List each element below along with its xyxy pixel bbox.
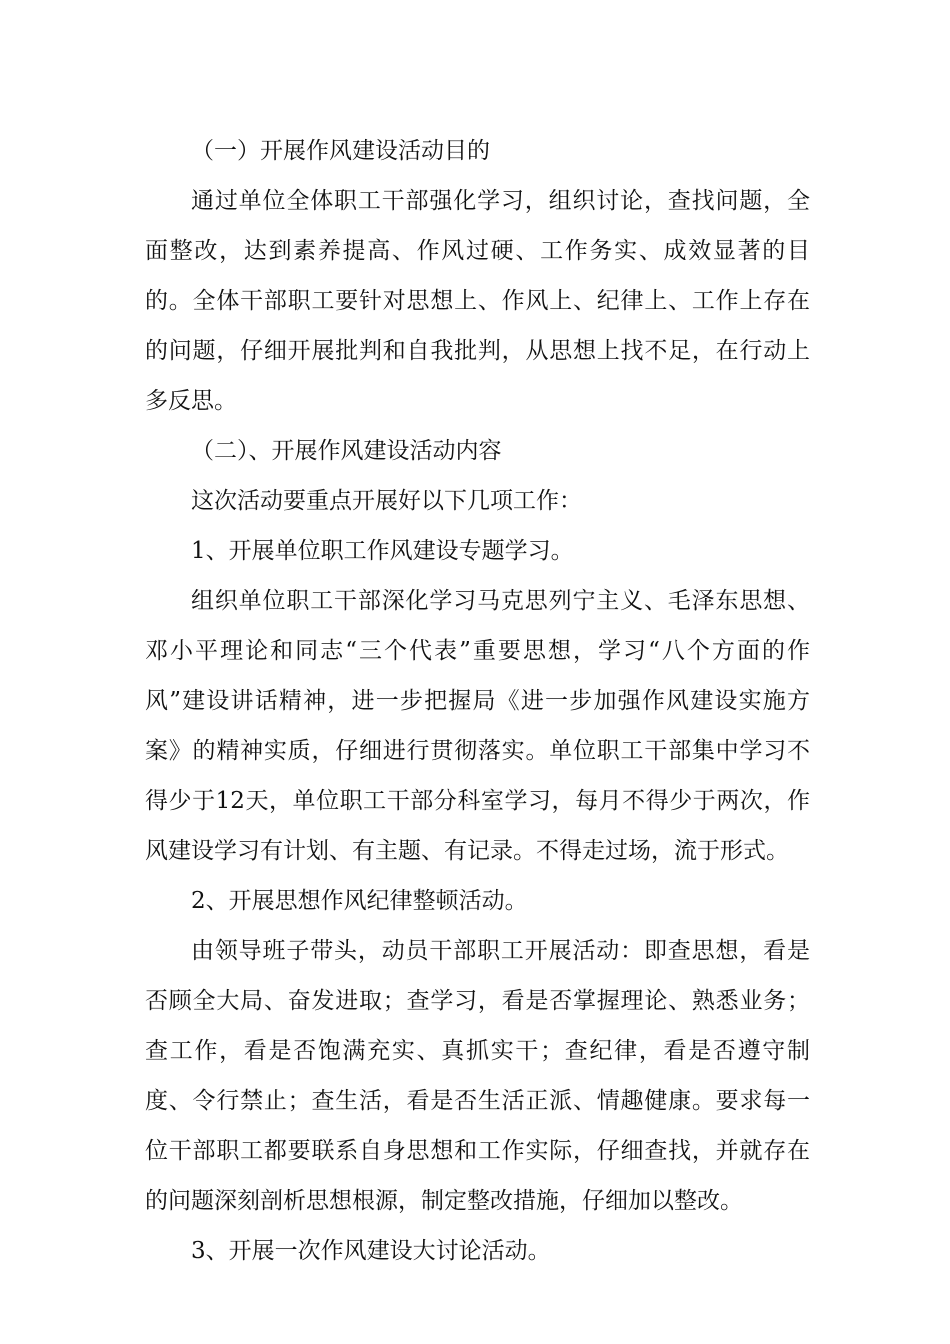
- paragraph-intro: 这次活动要重点开展好以下几项工作：: [191, 488, 582, 514]
- heading-purpose: （一）开展作风建设活动目的: [191, 138, 490, 164]
- paragraph-purpose: 通过单位全体职工干部强化学习，组织讨论，查找问题，全面整改，达到素养提高、作风过硬、工作务实、成效显著的目的。全体干部职工要针对思想上、作风上、纪律上、工作上存在的问题，仔细开展批判和自我批判，从思想上找不足，在行动上多反思。: [145, 188, 810, 414]
- item-1-body: 组织单位职工干部深化学习马克思列宁主义、毛泽东思想、邓小平理论和同志“三个代表”重要思想，学习“八个方面的作风”建设讲话精神，进一步把握局《进一步加强作风建设实施方案》的精神实质，仔细进行贯彻落实。单位职工干部集中学习不得少于12天，单位职工干部分科室学习，每月不得少于两次，作风建设学习有计划、有主题、有记录。不得走过场，流于形式。: [145, 588, 810, 864]
- item-2-body: 由领导班子带头，动员干部职工开展活动：即查思想，看是否顾全大局、奋发进取；查学习，看是否掌握理论、熟悉业务；查工作，看是否饱满充实、真抓实干；查纪律，看是否遵守制度、令行禁止；查生活，看是否生活正派、情趣健康。要求每一位干部职工都要联系自身思想和工作实际，仔细查找，并就存在的问题深刻剖析思想根源，制定整改措施，仔细加以整改。: [145, 938, 810, 1214]
- item-1-title: 1、开展单位职工作风建设专题学习。: [191, 538, 574, 564]
- item-2-title: 2、开展思想作风纪律整顿活动。: [191, 888, 528, 914]
- document-body: [145, 126, 810, 1276]
- heading-content: （二）、开展作风建设活动内容: [191, 438, 502, 464]
- item-3-title: 3、开展一次作风建设大讨论活动。: [191, 1238, 551, 1264]
